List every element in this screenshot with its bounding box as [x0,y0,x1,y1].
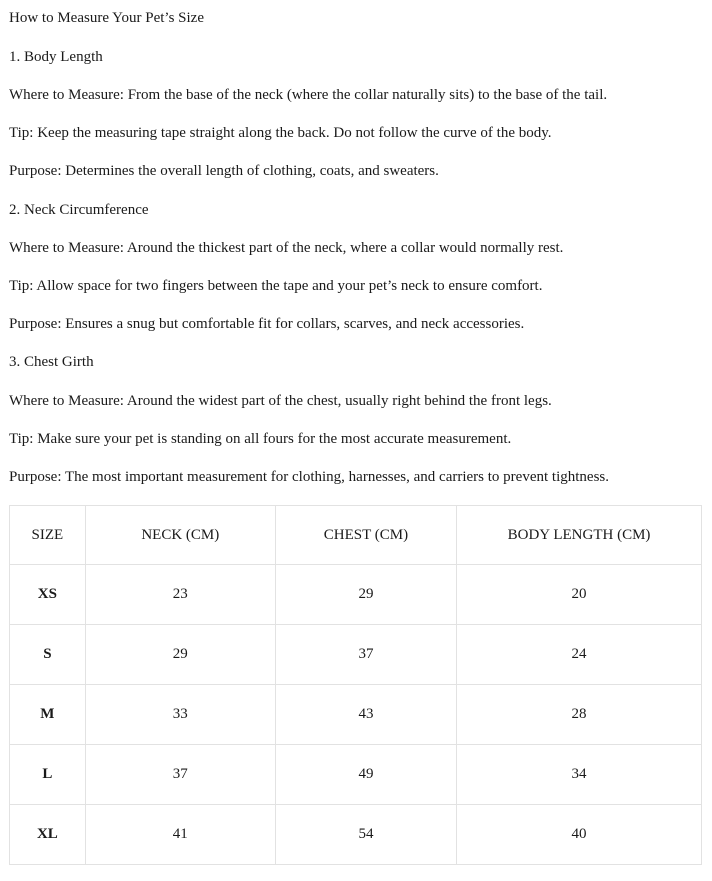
page-title: How to Measure Your Pet’s Size [9,10,204,26]
chest-where: Where to Measure: Around the widest part of the chest, usually right behind the front legs. [9,393,552,409]
size-cell: M [10,685,86,745]
header-neck: NECK (CM) [85,506,275,565]
body-length-cell: 20 [457,565,702,625]
size-chart-table [9,505,702,865]
body-length-tip: Tip: Keep the measuring tape straight along the back. Do not follow the curve of the body. [9,125,552,141]
header-size: SIZE [10,506,86,565]
section-heading-chest: 3. Chest Girth [9,354,94,370]
header-body-length: BODY LENGTH (CM) [457,506,702,565]
chest-cell: 43 [275,685,456,745]
neck-cell: 29 [85,625,275,685]
size-cell: XL [10,805,86,865]
neck-cell: 23 [85,565,275,625]
body-length-cell: 40 [457,805,702,865]
body-length-cell: 34 [457,745,702,805]
neck-cell: 37 [85,745,275,805]
neck-tip: Tip: Allow space for two fingers between the tape and your pet’s neck to ensure comfort. [9,278,543,294]
neck-purpose: Purpose: Ensures a snug but comfortable fit for collars, scarves, and neck accessories. [9,316,525,332]
neck-cell: 33 [85,685,275,745]
table-row [10,625,702,685]
section-heading-neck: 2. Neck Circumference [9,202,149,218]
body-length-cell: 28 [457,685,702,745]
body-length-purpose: Purpose: Determines the overall length of clothing, coats, and sweaters. [9,163,439,179]
size-cell: L [10,745,86,805]
table-header-row [10,506,702,565]
chest-cell: 29 [275,565,456,625]
table-row [10,745,702,805]
chest-tip: Tip: Make sure your pet is standing on all fours for the most accurate measurement. [9,431,512,447]
header-chest: CHEST (CM) [275,506,456,565]
body-length-where: Where to Measure: From the base of the neck (where the collar naturally sits) to the base of the tail. [9,87,608,103]
neck-cell: 41 [85,805,275,865]
chest-cell: 49 [275,745,456,805]
body-length-cell: 24 [457,625,702,685]
table-row [10,805,702,865]
section-heading-body-length: 1. Body Length [9,49,103,65]
table-row [10,685,702,745]
neck-where: Where to Measure: Around the thickest part of the neck, where a collar would normally rest. [9,240,564,256]
chest-cell: 37 [275,625,456,685]
table-row [10,565,702,625]
chest-cell: 54 [275,805,456,865]
size-cell: S [10,625,86,685]
size-cell: XS [10,565,86,625]
chest-purpose: Purpose: The most important measurement for clothing, harnesses, and carriers to prevent tightness. [9,469,609,485]
